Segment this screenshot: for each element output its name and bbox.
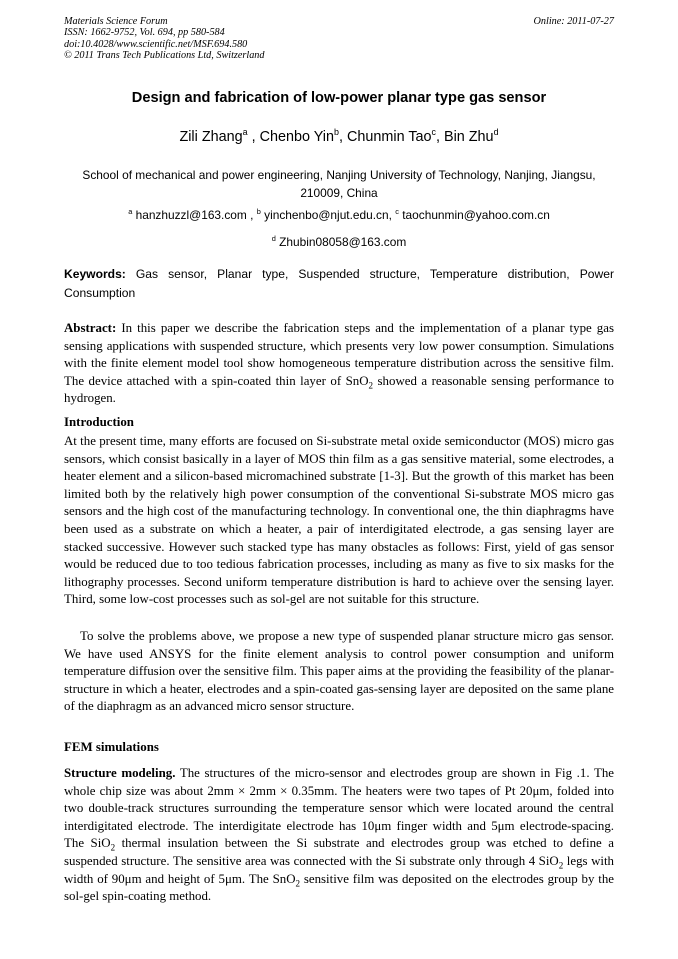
email-a[interactable]: hanzhuzzl@163.com xyxy=(135,208,247,222)
section-heading-introduction: Introduction xyxy=(64,415,134,429)
keywords-text: Gas sensor, Planar type, Suspended structure, Temperature distribution, Power Consumption xyxy=(64,267,614,300)
keywords-label: Keywords: xyxy=(64,267,126,281)
structure-modeling-paragraph: Structure modeling. The structures of the micro-sensor and electrodes group are shown in Fig .1. The whole chip size was about 2mm × 2mm × 0.35mm. The heaters were two tapes of Pt 20μm, folded into two double-track structures surrounding the temperature sensor which were located around the central interdigitated electrode. The interdigitate electrode has 10μm finger width and 5μm electrode-spacing. The SiO$_2$ thermal insulation between the Si substrate and electrodes group was etched to define a suspended structure. The sensitive area was connected with the Si substrate only through 4 SiO$_2$ legs with width of 90μm and height of 5μm. The SnO$_2$ sensitive film was deposited on the electrodes group by the sol-gel spin-coating method. xyxy=(64,766,614,904)
author-emails xyxy=(64,202,614,256)
doi-line[interactable]: doi:10.4028/www.scientific.net/MSF.694.580 xyxy=(64,38,248,50)
introduction-paragraph-1: At the present time, many efforts are focused on Si-substrate metal oxide semiconductor (MOS) micro gas sensors, which consist basically in a layer of MOS thin film as a gas sensitive material, some electrodes, a heater element and a silicon-based micromachined substrate [1-3]. But the growth of this market has been limited both by the relatively high power consumption of the conventional Si-substrate MOS micro gas sensors and the high cost of the manufacturing technology. In conventional one, the thin diaphragms have been used as a substrate on which a heater, a pair of interdigitated electrode, a gas sensing layer are stacked successive. However such stacked type has many obstacles as follows: First, yield of gas sensor would be reduced due to too tedious fabrication processes, including as many as five to six masks for the lithography processes. Second uniform temperature distribution is hard to achieve over the sensing layer. Third, some low-cost processes such as sol-gel are not suitable for this structure. xyxy=(64,434,614,607)
journal-name: Materials Science Forum xyxy=(64,16,168,27)
copyright-line: © 2011 Trans Tech Publications Ltd, Switzerland xyxy=(64,50,265,62)
journal-header xyxy=(64,16,264,62)
email-c[interactable]: taochunmin@yahoo.com.cn xyxy=(402,208,550,222)
abstract-label: Abstract: xyxy=(64,321,117,335)
email-d[interactable]: Zhubin08058@163.com xyxy=(279,235,407,249)
author-mark: d xyxy=(493,127,499,138)
online-date: Online: 2011-07-27 xyxy=(533,16,614,27)
structure-modeling-lead: Structure modeling. xyxy=(64,766,176,780)
introduction-paragraph-2: To solve the problems above, we propose a new type of suspended planar structure micro gas sensor. We have used ANSYS for the finite element analysis to control power consumption and uniform temperature diffusion over the sensitive film. This paper aims at the providing the feasibility of the planar-structure in which a heater, electrodes and a spin-coated gas-sensing layer are deposited on the same plane of the diaphragm as an advanced micro sensor structure. xyxy=(64,629,614,714)
author-list: Zili Zhang$^a$ , Chenbo Yin$^b$, Chunmin Tao$^c$, Bin Zhu$^d$ xyxy=(179,127,499,145)
affiliation: School of mechanical and power engineering, Nanjing University of Technology, Nanjing, Jiangsu, 210009, China xyxy=(82,168,596,200)
author-mark: c xyxy=(431,127,436,138)
author-name: Zili Zhang xyxy=(179,129,243,145)
section-heading-fem: FEM simulations xyxy=(64,740,159,754)
abstract-text: In this paper we describe the fabrication steps and the implementation of a planar type gas sensing applications with suspended structure, which presents very low power consumption. Simulations with the finite element model tool show homogeneous temperature distribution across the sensitive film. The device attached with a spin-coated thin layer of SnO xyxy=(64,321,614,388)
author-name: Chenbo Yin xyxy=(259,129,335,145)
author-name: Bin Zhu xyxy=(443,129,494,145)
email-b[interactable]: yinchenbo@njut.edu.cn xyxy=(264,208,389,222)
keywords xyxy=(64,265,614,303)
abstract: Abstract: In this paper we describe the fabrication steps and the implementation of a planar type gas sensing applications with suspended structure, which presents very low power consumption. Simulations with the finite element model tool show homogeneous temperature distribution across the sensitive film. The device attached with a spin-coated thin layer of SnO$_2$ showed a reasonable sensing performance to hydrogen. xyxy=(64,321,615,406)
author-mark: a xyxy=(242,127,248,138)
issn-line: ISSN: 1662-9752, Vol. 694, pp 580-584 xyxy=(64,27,225,39)
author-mark: b xyxy=(334,127,339,138)
email-line-1: $^a$ hanzhuzzl@163.com , $^b$ yinchenbo@njut.edu.cn, $^c$ taochunmin@yahoo.com.cn xyxy=(128,207,550,222)
author-name: Chunmin Tao xyxy=(346,129,432,145)
paper-title: Design and fabrication of low-power planar type gas sensor xyxy=(131,90,547,106)
email-line-2: $^d$ Zhubin08058@163.com xyxy=(271,234,407,249)
